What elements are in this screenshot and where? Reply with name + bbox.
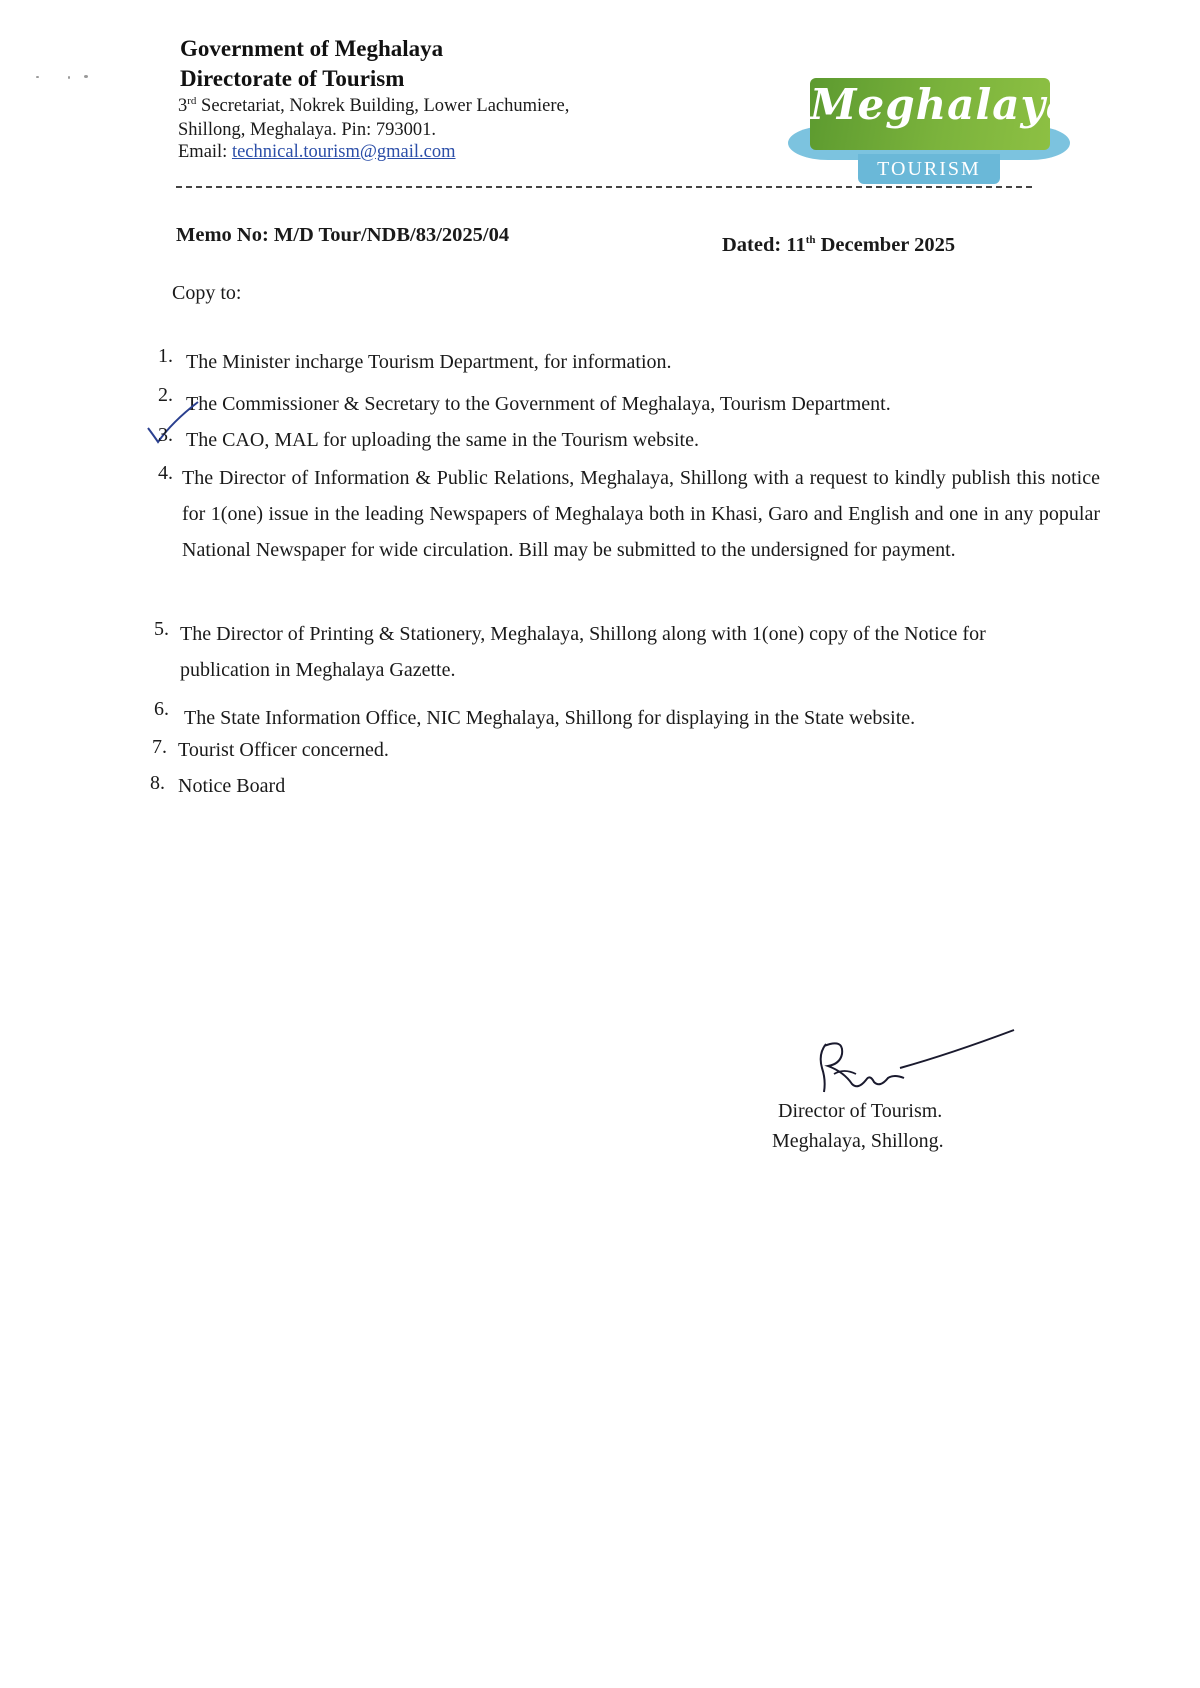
list-item-number: 3. bbox=[158, 424, 173, 446]
list-item-number: 2. bbox=[158, 384, 173, 406]
list-item: Notice Board bbox=[178, 775, 286, 797]
letterhead-government: Government of Meghalaya bbox=[180, 36, 444, 61]
memo-date bbox=[722, 234, 955, 257]
address-floor-number: 3 bbox=[178, 96, 188, 116]
list-item-number: 4. bbox=[158, 462, 173, 484]
scan-speck bbox=[84, 75, 88, 78]
letterhead-divider bbox=[176, 186, 1032, 188]
scan-speck bbox=[36, 76, 39, 78]
memo-number: Memo No: M/D Tour/NDB/83/2025/04 bbox=[176, 224, 510, 246]
list-item: The State Information Office, NIC Meghalaya, Shillong for displaying in the State website. bbox=[184, 707, 916, 729]
list-item: The Minister incharge Tourism Department, for information. bbox=[186, 351, 672, 373]
address-floor-suffix: rd bbox=[187, 94, 197, 107]
scan-speck bbox=[68, 76, 70, 79]
list-item-number: 6. bbox=[154, 698, 169, 720]
logo-wordmark: Meghalaya bbox=[810, 80, 1075, 129]
list-item: Tourist Officer concerned. bbox=[178, 739, 389, 761]
date-suffix: December 2025 bbox=[815, 234, 956, 256]
signatory-place: Meghalaya, Shillong. bbox=[772, 1130, 944, 1152]
date-prefix: Dated: 11 bbox=[722, 234, 806, 256]
logo-subtitle: TOURISM bbox=[877, 158, 981, 180]
email-label: Email: bbox=[178, 142, 232, 162]
list-item-number: 8. bbox=[150, 772, 165, 794]
list-item-number: 5. bbox=[154, 618, 169, 640]
list-item: The Director of Printing & Stationery, Meghalaya, Shillong along with 1(one) copy of the Notice for publication in Meghalaya Gazette. bbox=[180, 623, 986, 681]
letterhead-address-line2: Shillong, Meghalaya. Pin: 793001. bbox=[178, 120, 436, 140]
list-item: The Commissioner & Secretary to the Government of Meghalaya, Tourism Department. bbox=[186, 393, 891, 415]
copy-to-heading: Copy to: bbox=[172, 282, 242, 304]
list-item: The Director of Information & Public Relations, Meghalaya, Shillong with a request to kindly publish this notice for 1(one) issue in the leading Newspapers of Meghalaya both in Khasi, Garo and English and one in any popular National Newspaper for wide circulation. Bill may be submitted to the undersigned for payment. bbox=[182, 467, 1100, 561]
signatory-title: Director of Tourism. bbox=[778, 1100, 943, 1122]
list-item-number: 7. bbox=[152, 736, 167, 758]
meghalaya-tourism-logo bbox=[788, 70, 1075, 180]
email-link[interactable]: technical.tourism@gmail.com bbox=[231, 142, 456, 162]
address-line1-rest: Secretariat, Nokrek Building, Lower Lachumiere, bbox=[196, 96, 570, 116]
letterhead-email-line bbox=[178, 142, 456, 163]
letterhead-address-line1 bbox=[178, 96, 569, 117]
list-item: The CAO, MAL for uploading the same in the Tourism website. bbox=[186, 429, 699, 451]
date-ordinal: th bbox=[805, 234, 816, 247]
letterhead-directorate: Directorate of Tourism bbox=[180, 66, 405, 91]
list-item-number: 1. bbox=[158, 345, 173, 367]
